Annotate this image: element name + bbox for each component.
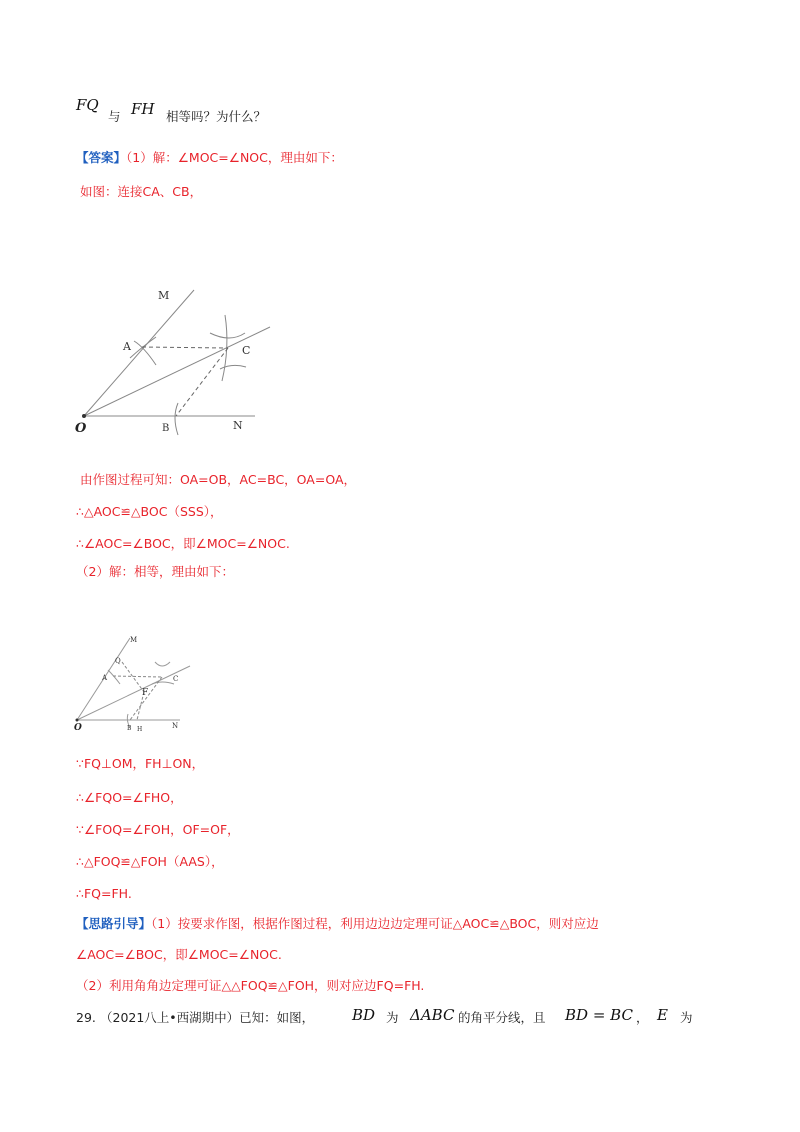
fh-math: FH (131, 100, 155, 118)
hint-label: 【思路引导】 (76, 916, 152, 931)
abc-math: ΔABC (410, 1006, 455, 1024)
e-math: E (657, 1006, 668, 1024)
hint-line-1: （1）按要求作图，根据作图过程，利用边边边定理可证△AOC≌△BOC，则对应边 (151, 916, 599, 931)
question-number: 29. (76, 1010, 96, 1025)
hint-header (76, 918, 599, 931)
fig1-label-c: C (242, 344, 251, 357)
hint-line-2: ∠AOC=∠BOC，即∠MOC=∠NOC. (76, 947, 282, 962)
fig2-label-f: F (142, 688, 149, 698)
fig2-label-c: C (173, 675, 179, 683)
proof1-line-3: ∴∠AOC=∠BOC，即∠MOC=∠NOC. (76, 536, 290, 551)
comma: ， (636, 1010, 649, 1025)
wei-2: 为 (680, 1010, 693, 1025)
fig2-label-q: Q (115, 657, 121, 665)
part2-intro: （2）解：相等，理由如下： (76, 564, 234, 579)
proof1-line-2: ∴△AOC≌△BOC（SSS）， (76, 504, 223, 519)
fig2-label-b: B (127, 725, 132, 732)
figure-2 (70, 632, 200, 732)
proof1-line-1: 由作图过程可知：OA=OB，AC=BC，OA=OA， (80, 472, 356, 487)
fig1-label-b: B (162, 423, 170, 434)
hint-line-3: （2）利用角角边定理可证△△FOQ≌△FOH，则对应边FQ=FH. (76, 978, 425, 993)
proof2-line-4: ∴△FOQ≌△FOH（AAS）， (76, 854, 224, 869)
fig2-label-n: N (172, 722, 179, 730)
proof2-line-2: ∴∠FQO=∠FHO， (76, 790, 183, 805)
bd-bc-math: BD = BC (565, 1006, 633, 1024)
proof2-line-3: ∵∠FOQ=∠FOH，OF=OF， (76, 822, 240, 837)
bd-math: BD (352, 1006, 376, 1024)
fq-math: FQ (76, 96, 99, 114)
part1-intro: （1）解：∠MOC=∠NOC，理由如下： (126, 150, 343, 165)
fig2-label-a: A (102, 674, 108, 682)
answer-header (76, 152, 343, 165)
fig2-label-o: O (74, 723, 82, 732)
wei-1: 为 (386, 1010, 399, 1025)
fig1-label-m: M (158, 289, 170, 302)
question-mid: 的角平分线，且 (458, 1010, 546, 1025)
yu-text: 与 (108, 109, 121, 124)
fig2-label-m: M (130, 636, 138, 644)
fig1-label-n: N (233, 419, 243, 432)
question-source: （2021八上•西湖期中）已知：如图， (100, 1010, 315, 1025)
fig1-label-a: A (123, 340, 131, 353)
proof2-line-5: ∴FQ=FH. (76, 886, 132, 901)
answer-label: 【答案】 (76, 150, 127, 165)
figure-1 (70, 285, 290, 445)
question-rest: 相等吗？为什么？ (166, 109, 267, 124)
fig2-label-h: H (137, 726, 143, 732)
fig1-label-o: O (75, 421, 87, 436)
proof2-line-1: ∵FQ⊥OM，FH⊥ON， (76, 756, 205, 771)
connect-line: 如图：连接CA、CB， (80, 184, 203, 199)
